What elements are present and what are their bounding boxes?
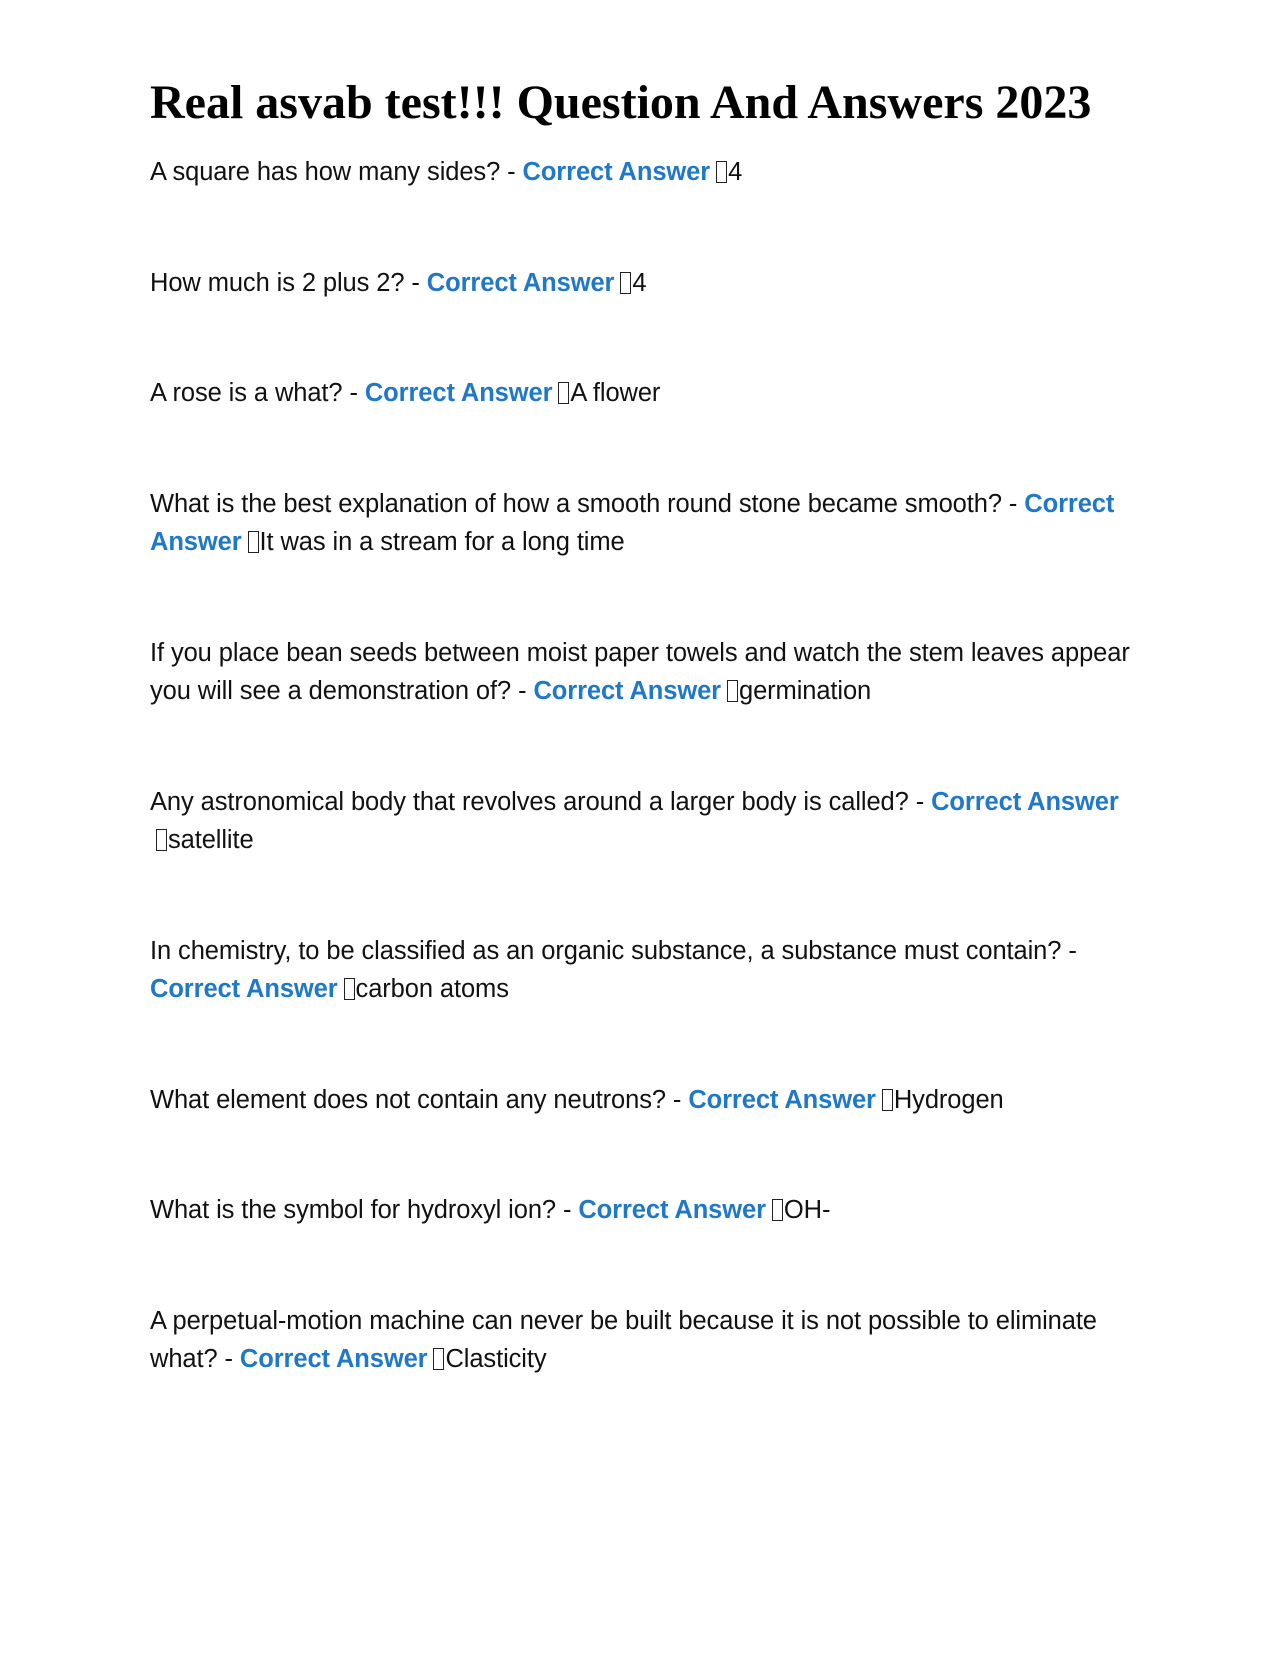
correct-answer-label: Correct Answer xyxy=(931,787,1119,816)
correct-answer-label: Correct Answer xyxy=(150,489,1115,556)
question-text: A square has how many sides? - xyxy=(150,158,523,186)
correct-answer-label: Correct Answer xyxy=(522,158,711,186)
question-text: In chemistry, to be classified as an organic substance, a substance must contain? - xyxy=(150,936,1077,965)
answer-text: OH- xyxy=(783,1196,831,1224)
answer-text: germination xyxy=(739,677,872,705)
question-text: What is the symbol for hydroxyl ion? - xyxy=(150,1196,579,1224)
question-text: If you place bean seeds between moist paper towels and watch the stem leaves appear you will see a demonstration of? - xyxy=(150,638,1130,705)
correct-answer-label: Correct Answer xyxy=(364,379,553,407)
answer-text: A flower xyxy=(570,379,661,407)
answer-text: satellite xyxy=(168,826,254,854)
document-title: Real asvab test!!! Question And Answers 2023 xyxy=(150,76,1092,129)
document-page xyxy=(150,74,1130,1451)
qa-item xyxy=(150,1081,1130,1120)
missing-glyph-box-icon xyxy=(248,531,259,553)
qa-item xyxy=(150,1191,1130,1230)
answer-text: Hydrogen xyxy=(893,1085,1004,1114)
correct-answer-label: Correct Answer xyxy=(239,1345,428,1373)
missing-glyph-box-icon xyxy=(156,829,167,851)
qa-item xyxy=(150,264,1130,303)
correct-answer-label: Correct Answer xyxy=(426,268,615,297)
qa-item xyxy=(150,932,1130,1009)
missing-glyph-box-icon xyxy=(558,382,569,404)
missing-glyph-box-icon xyxy=(772,1199,783,1221)
question-text: How much is 2 plus 2? - xyxy=(150,268,427,297)
correct-answer-label: Correct Answer xyxy=(578,1196,766,1224)
correct-answer-label: Correct Answer xyxy=(150,975,338,1003)
question-text: What is the best explanation of how a smooth round stone became smooth? - xyxy=(150,489,1025,518)
answer-text: It was in a stream for a long time xyxy=(259,528,625,556)
answer-text: 4 xyxy=(728,158,743,186)
answer-text: Clasticity xyxy=(445,1345,547,1373)
missing-glyph-box-icon xyxy=(620,272,631,294)
missing-glyph-box-icon xyxy=(882,1089,893,1111)
qa-item xyxy=(150,485,1130,562)
correct-answer-label: Correct Answer xyxy=(533,677,721,705)
qa-item xyxy=(150,634,1130,711)
qa-item xyxy=(150,374,1130,413)
answer-text: carbon atoms xyxy=(355,975,509,1003)
missing-glyph-box-icon xyxy=(727,680,738,702)
correct-answer-label: Correct Answer xyxy=(688,1085,876,1114)
qa-item xyxy=(150,783,1130,860)
question-text: A perpetual-motion machine can never be built because it is not possible to eliminate what? - xyxy=(150,1306,1097,1373)
missing-glyph-box-icon xyxy=(716,161,727,183)
qa-item xyxy=(150,1302,1130,1379)
missing-glyph-box-icon xyxy=(433,1348,444,1370)
answer-text: 4 xyxy=(632,268,647,297)
missing-glyph-box-icon xyxy=(344,978,355,1000)
question-text: Any astronomical body that revolves around a larger body is called? - xyxy=(150,787,932,816)
question-text: What element does not contain any neutrons? - xyxy=(150,1085,689,1114)
qa-item xyxy=(150,153,1130,192)
question-text: A rose is a what? - xyxy=(150,379,365,407)
